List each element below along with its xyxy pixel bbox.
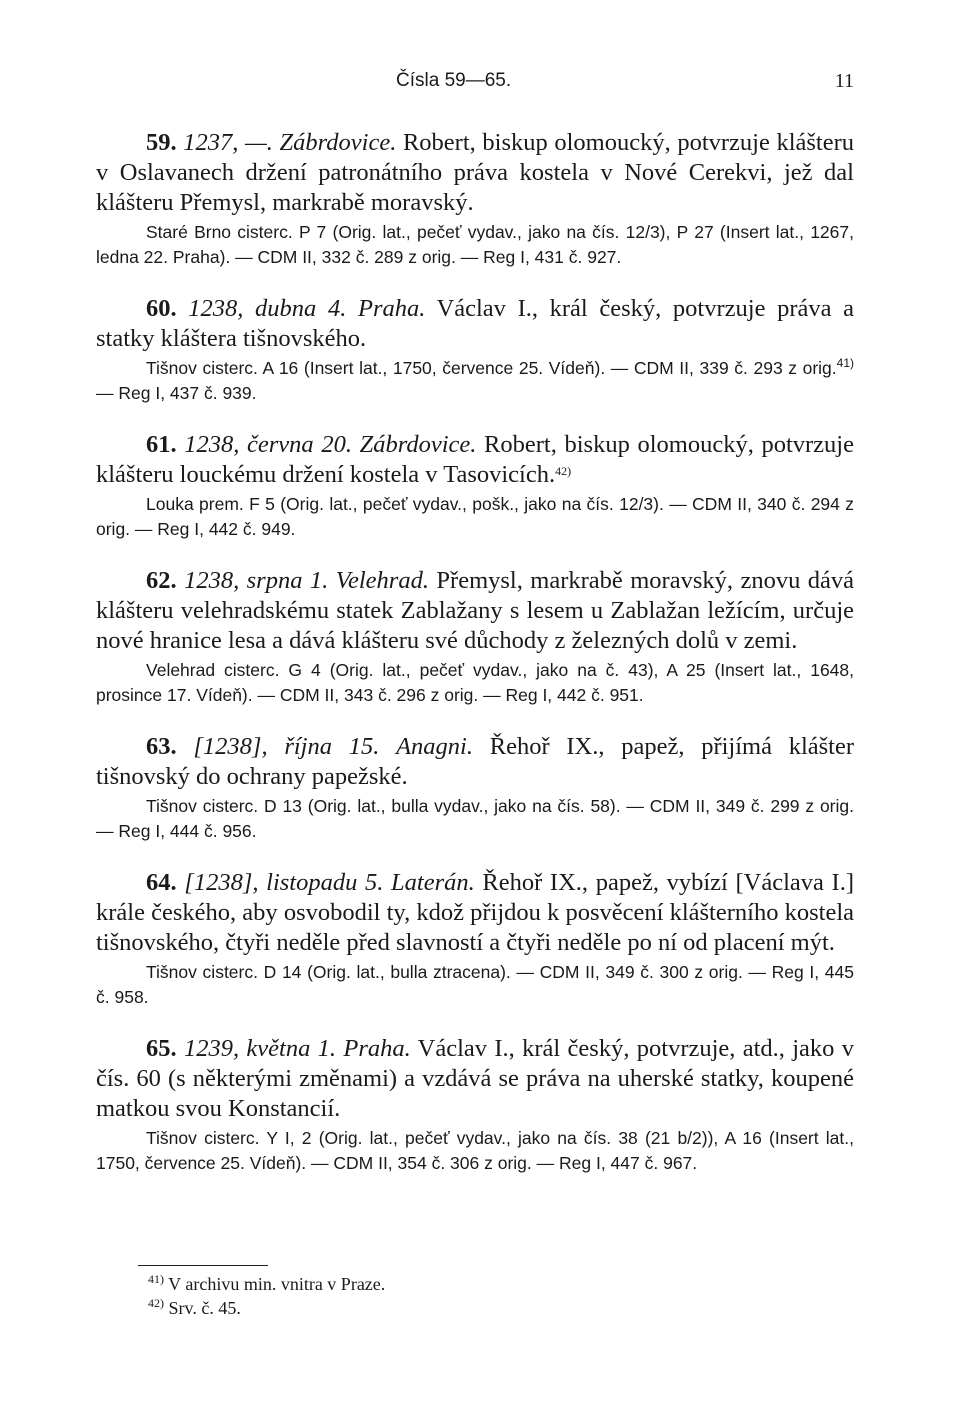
entry-59: [96, 128, 854, 270]
entry-place: Velehrad.: [335, 567, 429, 594]
entry-date: 1238, dubna 4.: [188, 295, 347, 322]
entry-summary: Robert, biskup olomoucký, potvrzuje klášteru louckému držení kostela v Tasovicích.: [96, 431, 854, 488]
footnote-42: [148, 1296, 385, 1320]
entry-source: Tišnov cisterc. D 13 (Orig. lat., bulla vydav., jako na čís. 58). — CDM II, 349 č. 299 z orig. — Reg I, 444 č. 956.: [96, 796, 854, 841]
entry-summary: Václav I., král český, potvrzuje práva a statky kláštera tišnovského.: [96, 295, 855, 352]
entry-source: Louka prem. F 5 (Orig. lat., pečeť vydav., pošk., jako na čís. 12/3). — CDM II, 340 č. 294 z orig. — Reg I, 442 č. 949.: [96, 494, 854, 539]
entry-number: 61.: [146, 431, 177, 458]
entry-summary: Václav I., král český, potvrzuje, atd., jako v čís. 60 (s některými změnami) a vzdává se práva na uherské statky, koupené matkou svou Konstancií.: [96, 1035, 855, 1122]
entry-61: [96, 430, 854, 542]
entry-summary: Přemysl, markrabě moravský, znovu dává klášteru velehradskému statek Zablažany s lesem u Zablažan ležícím, určuje nové hranice lesa a dává klášteru své důchody z železných dolů v zemi.: [96, 567, 855, 654]
entry-number: 60.: [146, 295, 177, 322]
footnote-mark: 41): [148, 1272, 164, 1286]
entry-source: Tišnov cisterc. A 16 (Insert lat., 1750, července 25. Vídeň). — CDM II, 339 č. 293 z orig.$^{41)}$ — Reg I, 437 č. 939.: [96, 356, 854, 403]
entry-place: Laterán.: [391, 869, 475, 896]
entry-source: Tišnov cisterc. Y I, 2 (Orig. lat., pečeť vydav., jako na čís. 38 (21 b/2)), A 16 (Insert lat., 1750, července 25. Vídeň). — CDM II, 354 č. 306 z orig. — Reg I, 447 č. 967.: [96, 1128, 854, 1173]
running-title: Čísla 59—65.: [396, 70, 512, 91]
entry-place: Praha.: [357, 295, 426, 322]
entry-date: 1238, srpna 1.: [184, 567, 329, 594]
entry-source: Tišnov cisterc. D 14 (Orig. lat., bulla ztracena). — CDM II, 349 č. 300 z orig. — Reg I, 445 č. 958.: [96, 962, 854, 1007]
entry-60: [96, 294, 854, 406]
regesta-entries: [96, 128, 854, 1200]
entry-summary: Řehoř IX., papež, vybízí [Václava I.] krále českého, aby osvobodil ty, kdož přijdou k posvěcení klášterního kostela tišnovského, čtyři neděle před slavností a čtyři neděle po ní od placení mýt.: [96, 869, 854, 956]
footnote-text: V archivu min. vnitra v Praze.: [164, 1274, 386, 1294]
entry-number: 63.: [146, 733, 177, 760]
footnotes: [148, 1272, 385, 1320]
entry-summary: Robert, biskup olomoucký, potvrzuje klášteru v Oslavanech držení patronátního práva kostela v Nové Cerekvi, jež dal klášteru Přemysl, markrabě moravský.: [96, 129, 855, 216]
entry-date: 1237, —.: [183, 129, 273, 156]
footnote-mark: 42): [148, 1296, 164, 1310]
entry-number: 64.: [146, 869, 177, 896]
entry-date: [1238], listopadu 5.: [184, 869, 384, 896]
entry-63: [96, 732, 854, 844]
entry-place: Zábrdovice.: [359, 431, 477, 458]
entry-62: [96, 566, 854, 708]
entry-64: [96, 868, 854, 1010]
entry-number: 62.: [146, 567, 177, 594]
footnote-text: Srv. č. 45.: [164, 1298, 241, 1318]
entry-date: [1238], října 15.: [193, 733, 380, 760]
entry-65: [96, 1034, 854, 1176]
entry-date: 1239, května 1.: [183, 1035, 337, 1062]
footnote-ref: 42): [555, 464, 572, 478]
entry-summary: Řehoř IX., papež, přijímá klášter tišnovský do ochrany papežské.: [96, 733, 855, 790]
entry-place: Zábrdovice.: [279, 129, 397, 156]
page-number: 11: [834, 70, 854, 92]
entry-source: Staré Brno cisterc. P 7 (Orig. lat., pečeť vydav., jako na čís. 12/3), P 27 (Insert lat., 1267, ledna 22. Praha). — CDM II, 332 č. 289 z orig. — Reg I, 431 č. 927.: [96, 222, 854, 267]
entry-place: Anagni.: [396, 733, 473, 760]
footnote-divider: [138, 1265, 268, 1266]
footnote-ref: 41): [836, 356, 854, 370]
entry-place: Praha.: [343, 1035, 411, 1062]
entry-source: Velehrad cisterc. G 4 (Orig. lat., pečeť vydav., jako na č. 43), A 25 (Insert lat., 1648, prosince 17. Vídeň). — CDM II, 343 č. 296 z orig. — Reg I, 442 č. 951.: [96, 660, 854, 705]
entry-date: 1238, června 20.: [184, 431, 352, 458]
page-header: [96, 70, 854, 100]
entry-number: 59.: [146, 129, 177, 156]
entry-number: 65.: [146, 1035, 177, 1062]
footnote-41: [148, 1272, 385, 1296]
